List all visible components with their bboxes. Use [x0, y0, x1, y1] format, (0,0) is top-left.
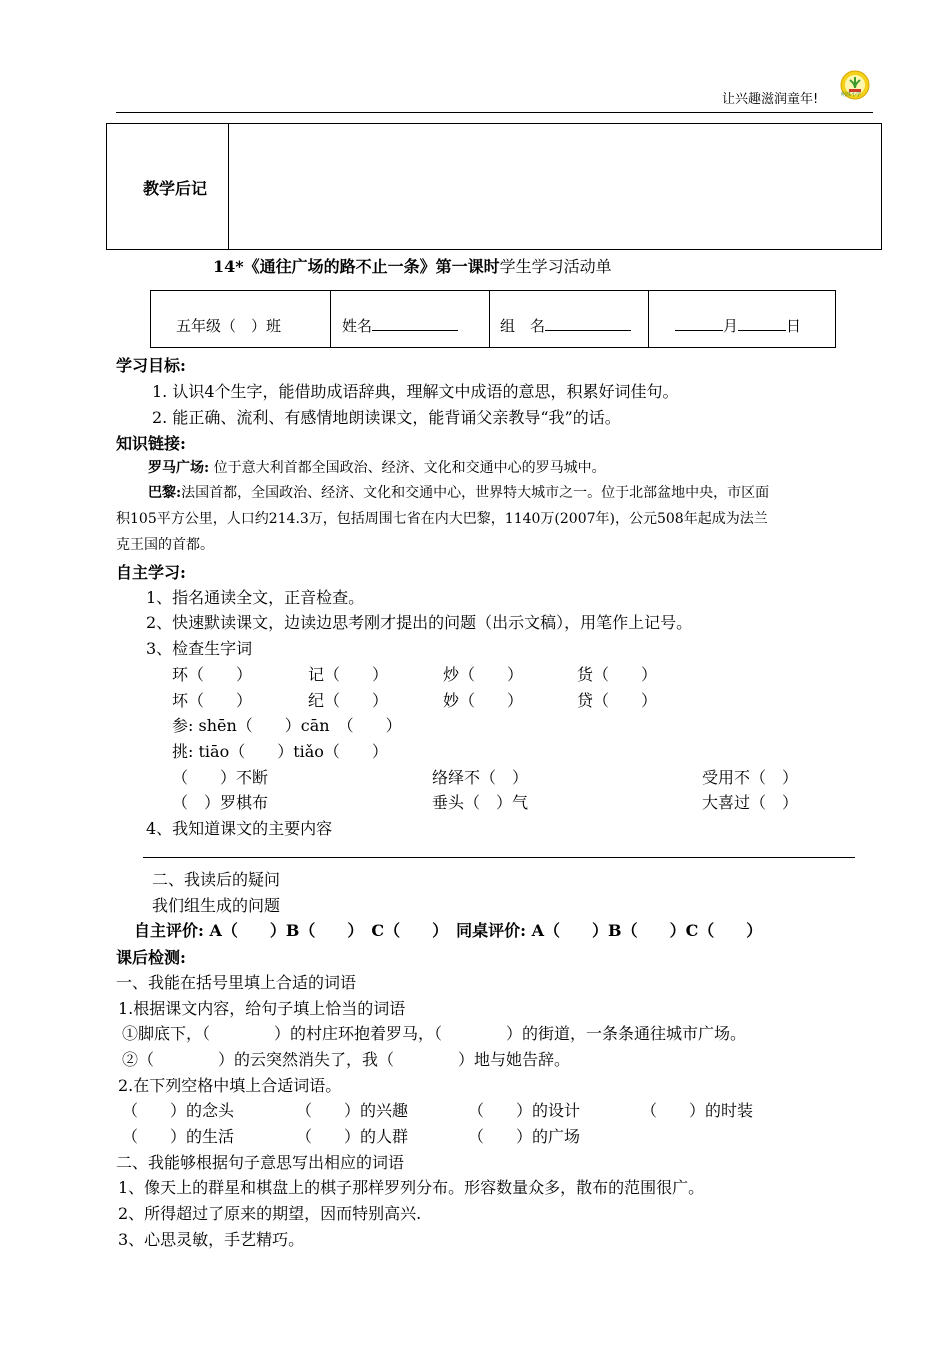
q1-sentence-a: ①脚底下，（ ）的村庄环抱着罗马，（ ）的街道，一条条通往城市广场。: [122, 1024, 747, 1043]
char-item: 货（ ）: [577, 665, 658, 684]
postscript-table: [106, 123, 882, 250]
questions-heading: 二、我读后的疑问: [152, 870, 281, 889]
postscript-label: 教学后记: [143, 179, 208, 198]
fill-item: （ ）的人群: [296, 1127, 409, 1146]
self-study-step-1: 1、指名通读全文，正音检查。: [146, 588, 365, 607]
paris-term: 巴黎:: [148, 485, 182, 501]
self-study-heading: 自主学习:: [116, 563, 186, 582]
char-item: 记（ ）: [308, 665, 389, 684]
fill-item: （ ）的设计: [468, 1101, 581, 1120]
objective-1: 1. 认识4个生字，能借助成语辞典，理解文中成语的意思，积累好词佳句。: [152, 382, 679, 401]
self-study-step-4: 4、我知道课文的主要内容: [146, 819, 333, 838]
questions-line: 我们组生成的问题: [152, 896, 281, 915]
part-2-item: 1、像天上的群星和棋盘上的棋子那样罗列分布。形容数量众多，散布的范围很广。: [118, 1178, 705, 1197]
month-blank[interactable]: [675, 316, 723, 331]
class-field[interactable]: 五年级（ ）班: [176, 317, 282, 335]
paris-line-3: 克王国的首都。: [116, 537, 214, 553]
fill-item: （ ）的兴趣: [296, 1101, 409, 1120]
idiom-item: （ ）不断: [172, 768, 269, 787]
name-field[interactable]: [342, 315, 458, 336]
group-field[interactable]: [500, 315, 631, 336]
info-divider-3: [648, 290, 649, 348]
rome-entry: [148, 457, 606, 477]
day-blank[interactable]: [738, 316, 786, 331]
char-item: 贷（ ）: [577, 691, 658, 710]
objective-2: 2. 能正确、流利、有感情地朗读课文，能背诵父亲教导“我”的话。: [152, 408, 621, 427]
group-label: 组 名: [500, 317, 546, 335]
part-2-title: 二、我能够根据句子意思写出相应的词语: [116, 1153, 405, 1172]
pinyin-line-2: 挑: tiāo（ ）tiǎo（ ）: [172, 742, 388, 761]
rome-term: 罗马广场:: [148, 460, 210, 476]
logo-text: 明珠小学: [841, 92, 862, 98]
paris-line-1: 法国首都，全国政治、经济、文化和交通中心，世界特大城市之一。位于北部盆地中央，市区面: [181, 485, 770, 501]
char-item: 坏（ ）: [172, 691, 253, 710]
q2-title: 2.在下列空格中填上合适词语。: [118, 1076, 342, 1095]
idiom-item: 受用不（ ）: [702, 768, 799, 787]
rome-text: 位于意大利首都全国政治、经济、文化和交通中心的罗马城中。: [213, 460, 606, 476]
paris-line-2: 积105平方公里，人口约214.3万，包括周围七省在内大巴黎，1140万(2007年)，公元508年起成为法兰: [116, 511, 768, 527]
part-1-title: 一、我能在括号里填上合适的词语: [116, 973, 357, 992]
char-item: 妙（ ）: [443, 691, 524, 710]
part-2-item: 2、所得超过了原来的期望，因而特别高兴.: [118, 1204, 422, 1223]
part-2-item: 3、心思灵敏，手艺精巧。: [118, 1230, 305, 1249]
group-blank[interactable]: [545, 316, 631, 331]
fill-item: （ ）的生活: [122, 1127, 235, 1146]
info-divider-2: [489, 290, 490, 348]
char-item: 纪（ ）: [308, 691, 389, 710]
postscript-divider: [228, 123, 229, 250]
name-blank[interactable]: [372, 316, 458, 331]
paris-entry: [148, 482, 769, 502]
q1-sentence-b: ②（ ）的云突然消失了，我（ ）地与她告辞。: [122, 1050, 571, 1069]
month-label: 月: [723, 317, 739, 335]
date-field[interactable]: [675, 315, 801, 336]
char-item: 环（ ）: [172, 665, 253, 684]
knowledge-heading: 知识链接:: [116, 434, 186, 453]
school-logo: [840, 70, 870, 100]
pinyin-line-1: 参: shēn（ ）cān （ ）: [172, 716, 402, 735]
self-study-step-2: 2、快速默读课文，边读边思考刚才提出的问题（出示文稿），用笔作上记号。: [146, 613, 693, 632]
day-label: 日: [786, 317, 802, 335]
evaluation-line: 自主评价: A（ ）B（ ） C（ ） 同桌评价: A（ ）B（ ）C（ ）: [134, 921, 763, 940]
page-title: [213, 254, 612, 277]
name-label: 姓名: [342, 317, 373, 335]
self-study-step-3: 3、检查生字词: [146, 639, 253, 658]
idiom-item: （ ）罗棋布: [172, 793, 269, 812]
objectives-heading: 学习目标:: [116, 356, 186, 375]
fill-item: （ ）的念头: [122, 1101, 235, 1120]
idiom-item: 大喜过（ ）: [702, 793, 799, 812]
q1-title: 1.根据课文内容，给句子填上恰当的词语: [118, 999, 406, 1018]
info-divider-1: [330, 290, 331, 348]
title-normal: 学生学习活动单: [499, 257, 612, 276]
fill-item: （ ）的广场: [468, 1127, 581, 1146]
header-rule: [116, 112, 873, 113]
char-item: 炒（ ）: [443, 665, 524, 684]
after-class-heading: 课后检测:: [116, 948, 186, 967]
section-rule: [143, 857, 855, 858]
idiom-item: 垂头（ ）气: [432, 793, 529, 812]
idiom-item: 络绎不（ ）: [432, 768, 529, 787]
title-bold: 14*《通往广场的路不止一条》第一课时: [213, 257, 500, 276]
header-slogan: 让兴趣滋润童年!: [722, 92, 819, 107]
fill-item: （ ）的时装: [641, 1101, 754, 1120]
